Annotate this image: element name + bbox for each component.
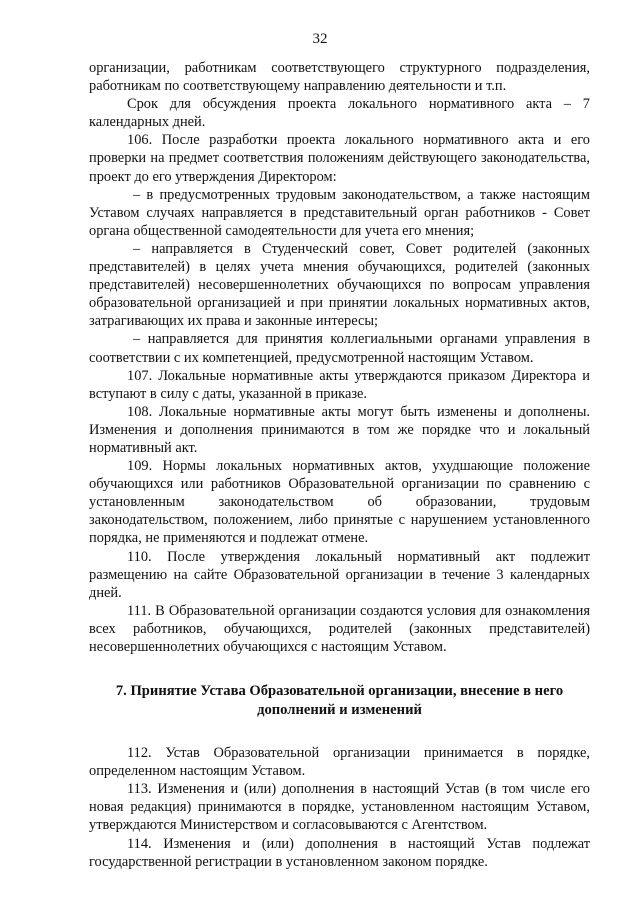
list-item-labor-council: – в предусмотренных трудовым законодательством, а также настоящим Уставом случаях направляется в представительный орган работников - Совет органа общественной самодеятельности для учета его мнения; [89, 186, 590, 239]
document-body [89, 59, 590, 871]
paragraph-108: 108. Локальные нормативные акты могут быть изменены и дополнены. Изменения и дополнения принимаются в том же порядке что и локальный нормативный акт. [89, 403, 590, 456]
list-item-collegial-bodies: – направляется для принятия коллегиальными органами управления в соответствии с их компетенцией, предусмотренной настоящим Уставом. [89, 331, 590, 366]
paragraph-114: 114. Изменения и (или) дополнения в настоящий Устав подлежат государственной регистрации в установленном законом порядке. [89, 835, 590, 870]
paragraph-110: 110. После утверждения локальный нормативный акт подлежит размещению на сайте Образовательной организации в течение 3 календарных дней. [89, 548, 590, 601]
paragraph-106: 106. После разработки проекта локального нормативного акта и его проверки на предмет соответствия положениям действующего законодательства, проект до его утверждения Директором: [89, 132, 590, 185]
paragraph-continuation: организации, работникам соответствующего структурного подразделения, работникам по соответствующему направлению деятельности и т.п. [89, 60, 590, 95]
paragraph-109: 109. Нормы локальных нормативных актов, ухудшающие положение обучающихся или работников Образовательной организации по сравнению с установленным законодательством об образовании, трудовым законодательством, положением, либо принятые с нарушением установленного порядка, не применяются и подлежат отмене. [89, 458, 590, 547]
paragraph-112: 112. Устав Образовательной организации принимается в порядке, определенном настоящим Уставом. [89, 745, 590, 780]
paragraph-113: 113. Изменения и (или) дополнения в настоящий Устав (в том числе его новая редакция) принимаются в порядке, установленном настоящим Уставом, утверждаются Министерством и согласовываются с Агентством. [89, 781, 590, 834]
paragraph-107: 107. Локальные нормативные акты утверждаются приказом Директора и вступают в силу с даты, указанной в приказе. [89, 367, 590, 402]
section-heading: 7. Принятие Устава Образовательной организации, внесение в него дополнений и изменений [115, 683, 564, 719]
paragraph-discussion-period: Срок для обсуждения проекта локального нормативного акта – 7 календарных дней. [89, 96, 590, 131]
paragraph-111: 111. В Образовательной организации создаются условия для ознакомления всех работников, обучающихся, родителей (законных представителей) несовершеннолетних обучающихся с настоящим Уставом. [89, 602, 590, 655]
page-number: 32 [312, 31, 328, 47]
list-item-student-council: – направляется в Студенческий совет, Совет родителей (законных представителей) в целях учета мнения обучающихся, родителей (законных представителей) несовершеннолетних обучающихся по вопросам управления образовательной организацией и при принятии локальных нормативных актов, затрагивающих их права и законные интересы; [89, 240, 590, 330]
